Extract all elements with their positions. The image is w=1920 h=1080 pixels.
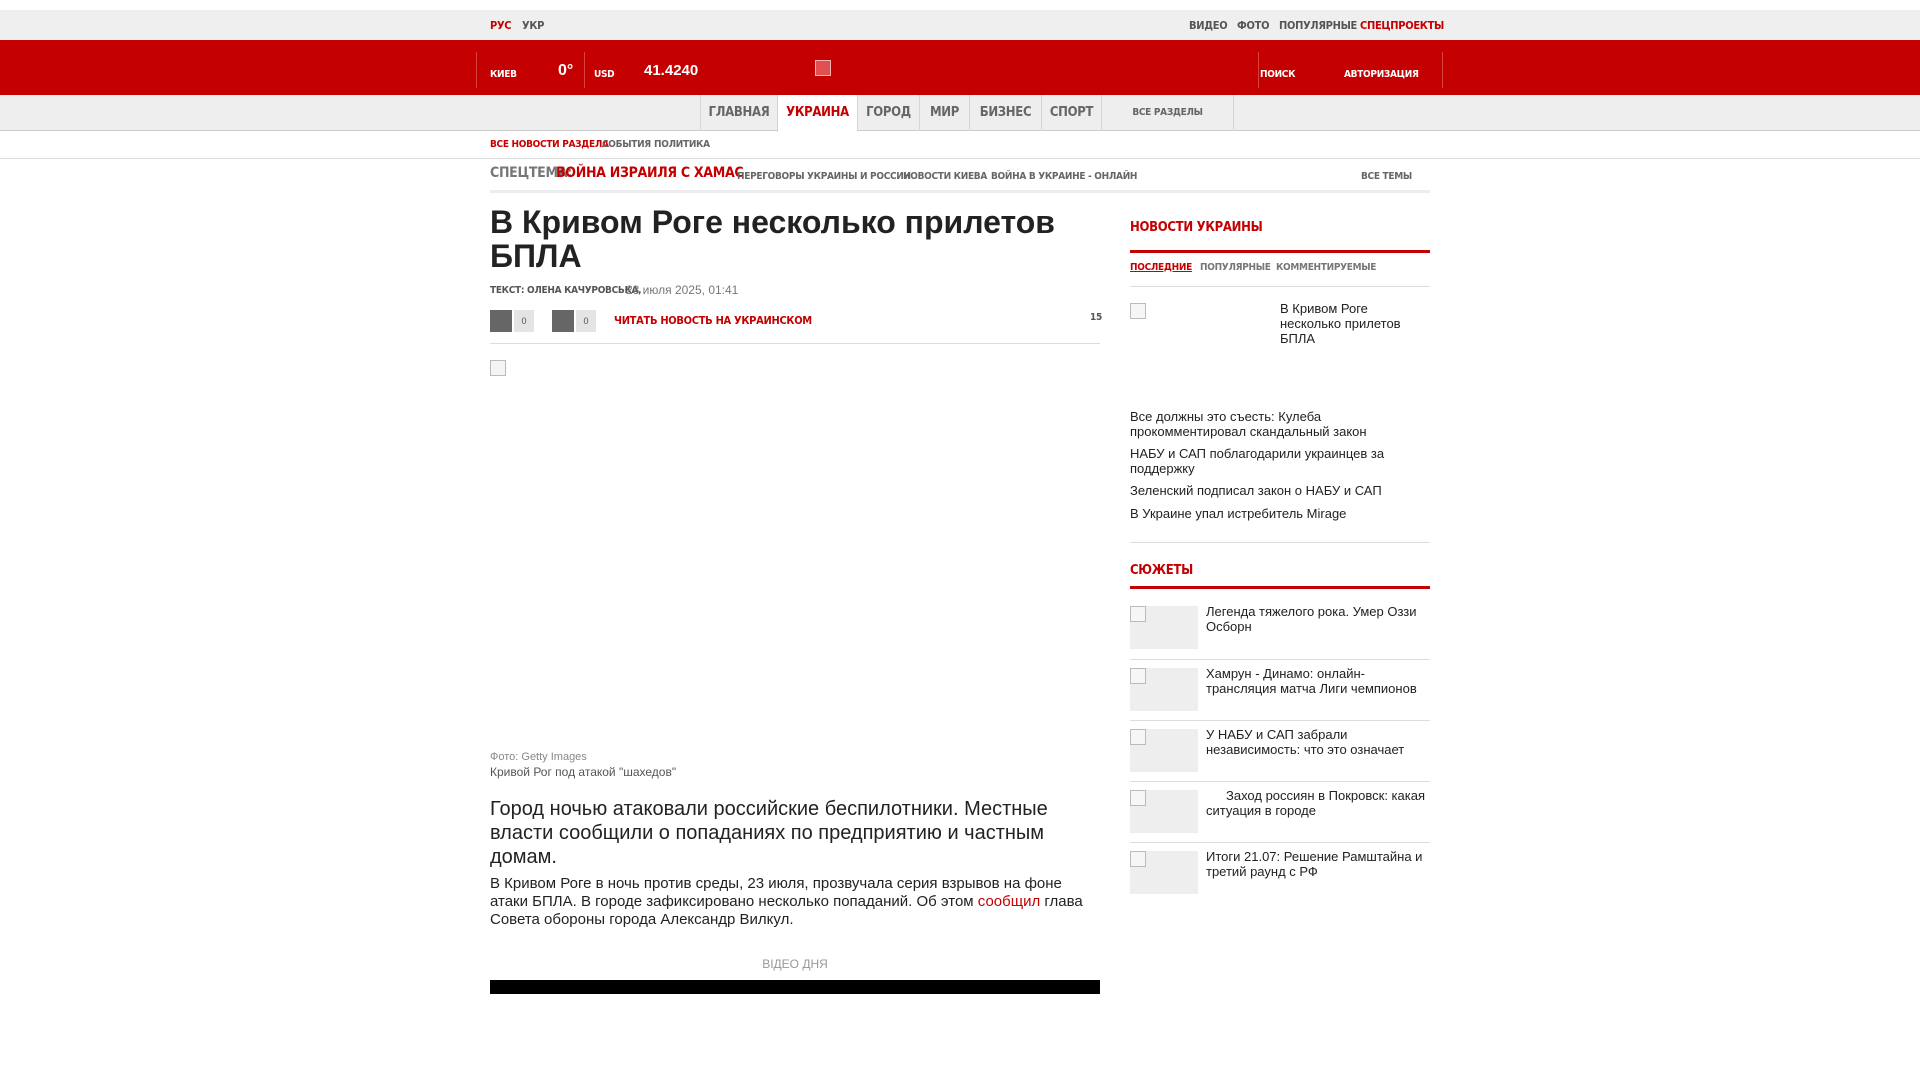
city-label[interactable]: КИЕВ [490, 69, 517, 80]
topic-link-negotiations[interactable]: ПЕРЕГОВОРЫ УКРАИНЫ И РОССИИ [737, 171, 911, 182]
lang-ru-link[interactable]: РУС [490, 19, 512, 32]
divider [490, 343, 1100, 344]
site-header [0, 40, 1920, 95]
story-title[interactable]: Легенда тяжелого рока. Умер Оззи Осборн [1206, 604, 1417, 634]
lang-ua-link[interactable]: УКР [522, 19, 545, 32]
nav-main[interactable]: ГЛАВНАЯ [700, 95, 777, 131]
news-item[interactable]: В Украине упал истребитель Mirage [1130, 506, 1347, 521]
special-topics-bar [490, 159, 1430, 193]
story-item[interactable] [1130, 720, 1430, 780]
article-lead: Город ночью атаковали российские беспилотники. Местные власти сообщили о попаданиях по предприятию и частным домам. [490, 798, 1048, 868]
divider [1130, 250, 1430, 253]
special-topic-label: СПЕЦТЕМА: [490, 165, 572, 181]
top-bar [0, 10, 1920, 40]
all-topics-link[interactable]: ВСЕ ТЕМЫ [1361, 171, 1412, 182]
story-thumbnail[interactable] [1130, 668, 1198, 711]
nav-ukraine[interactable]: УКРАИНА [777, 95, 857, 132]
main-nav [0, 95, 1920, 131]
telegram-share-count: 0 [576, 310, 596, 332]
temperature: 0° [558, 62, 574, 79]
photo-caption: Кривой Рог под атакой "шахедов" [490, 765, 677, 779]
article-body [490, 875, 1100, 929]
photo-credit: Фото: Getty Images [490, 751, 587, 763]
subnav-politics[interactable]: ПОЛИТИКА [654, 139, 710, 150]
story-thumbnail[interactable] [1130, 851, 1198, 894]
read-in-ukrainian-link[interactable]: ЧИТАТЬ НОВОСТЬ НА УКРАИНСКОМ [614, 314, 812, 327]
sidebar [1130, 220, 1430, 879]
topic-link-war-online[interactable]: ВОЙНА В УКРАИНЕ - ОНЛАЙН [991, 171, 1138, 182]
video-player[interactable] [490, 980, 1100, 994]
story-title[interactable]: У НАБУ и САП забрали независимость: что это означает [1206, 727, 1405, 757]
story-thumbnail[interactable] [1130, 790, 1198, 833]
topic-link-kyiv[interactable]: НОВОСТИ КИЕВА [903, 171, 988, 182]
article-date: 23 июля 2025, 01:41 [626, 283, 739, 297]
divider [1130, 286, 1430, 287]
news-item[interactable]: Зеленский подписал закон о НАБУ и САП [1130, 483, 1382, 498]
story-item[interactable] [1130, 842, 1430, 902]
currency-label: USD [594, 69, 615, 80]
article-image [490, 360, 506, 376]
section-subnav [0, 131, 1920, 159]
story-title[interactable]: Хамрун - Динамо: онлайн-трансляция матча Лиги чемпионов [1206, 666, 1417, 696]
article-title: В Кривом Роге несколько прилетов БПЛА [490, 204, 1055, 274]
nav-all-sections[interactable]: ВСЕ РАЗДЕЛЫ [1101, 95, 1234, 131]
story-title[interactable]: Итоги 21.07: Решение Рамштайна и третий раунд с РФ [1206, 849, 1423, 879]
site-logo[interactable] [815, 60, 831, 76]
tab-popular[interactable]: ПОПУЛЯРНЫЕ [1200, 262, 1271, 273]
comments-count[interactable]: 15 [1090, 312, 1102, 323]
tab-commented[interactable]: КОММЕНТИРУЕМЫЕ [1276, 262, 1377, 273]
divider [1130, 542, 1430, 543]
special-projects-link[interactable]: СПЕЦПРОЕКТЫ [1360, 19, 1444, 32]
subnav-all-news[interactable]: ВСЕ НОВОСТИ РАЗДЕЛА [490, 139, 609, 150]
story-item[interactable] [1130, 781, 1430, 841]
video-link[interactable]: ВИДЕО [1189, 19, 1228, 32]
special-topic-main[interactable]: ВОЙНА ИЗРАИЛЯ С ХАМАС [556, 165, 744, 181]
popular-link[interactable]: ПОПУЛЯРНЫЕ [1279, 19, 1357, 32]
story-item[interactable] [1130, 598, 1430, 658]
featured-news-title[interactable]: В Кривом Роге несколько прилетов БПЛА [1280, 301, 1401, 346]
ukraine-news-heading[interactable]: НОВОСТИ УКРАИНЫ [1130, 220, 1263, 235]
nav-business[interactable]: БИЗНЕС [969, 95, 1041, 131]
story-thumbnail[interactable] [1130, 729, 1198, 772]
currency-rate: 41.4240 [644, 62, 699, 79]
video-of-day-label: ВІДЕО ДНЯ [762, 957, 828, 971]
facebook-share-count: 0 [514, 310, 534, 332]
telegram-share-icon[interactable] [552, 310, 574, 332]
story-title[interactable]: Заход россиян в Покровск: какая ситуация в городе [1206, 788, 1425, 818]
search-button[interactable]: ПОИСК [1260, 69, 1296, 80]
tab-latest[interactable]: ПОСЛЕДНИЕ [1130, 262, 1192, 273]
divider [1130, 586, 1430, 589]
nav-sport[interactable]: СПОРТ [1041, 95, 1101, 131]
login-button[interactable]: АВТОРИЗАЦИЯ [1344, 69, 1419, 80]
nav-world[interactable]: МИР [919, 95, 969, 131]
stories-heading[interactable]: СЮЖЕТЫ [1130, 563, 1193, 578]
body-text-1: В Кривом Роге в ночь против среды, 23 июля, прозвучала серия взрывов на фоне атаки БПЛА. В городе зафиксировано несколько попаданий. Об этом [490, 875, 1062, 910]
featured-news-image[interactable] [1130, 303, 1146, 319]
story-item[interactable] [1130, 659, 1430, 719]
body-text-2: глава Совета обороны города Александр Вилкул. [490, 893, 1083, 928]
nav-city[interactable]: ГОРОД [857, 95, 919, 131]
photo-link[interactable]: ФОТО [1237, 19, 1270, 32]
news-item[interactable]: НАБУ и САП поблагодарили украинцев за поддержку [1130, 446, 1385, 476]
news-item[interactable]: Все должны это съесть: Кулеба прокомментировал скандальный закон [1130, 409, 1367, 439]
article-author[interactable]: ТЕКСТ: ОЛЕНА КАЧУРОВСЬКА, [490, 285, 642, 296]
facebook-share-icon[interactable] [490, 310, 512, 332]
subnav-events[interactable]: СОБЫТИЯ [602, 139, 651, 150]
article [490, 204, 1102, 971]
story-thumbnail[interactable] [1130, 606, 1198, 649]
source-link[interactable]: сообщил [977, 893, 1041, 910]
